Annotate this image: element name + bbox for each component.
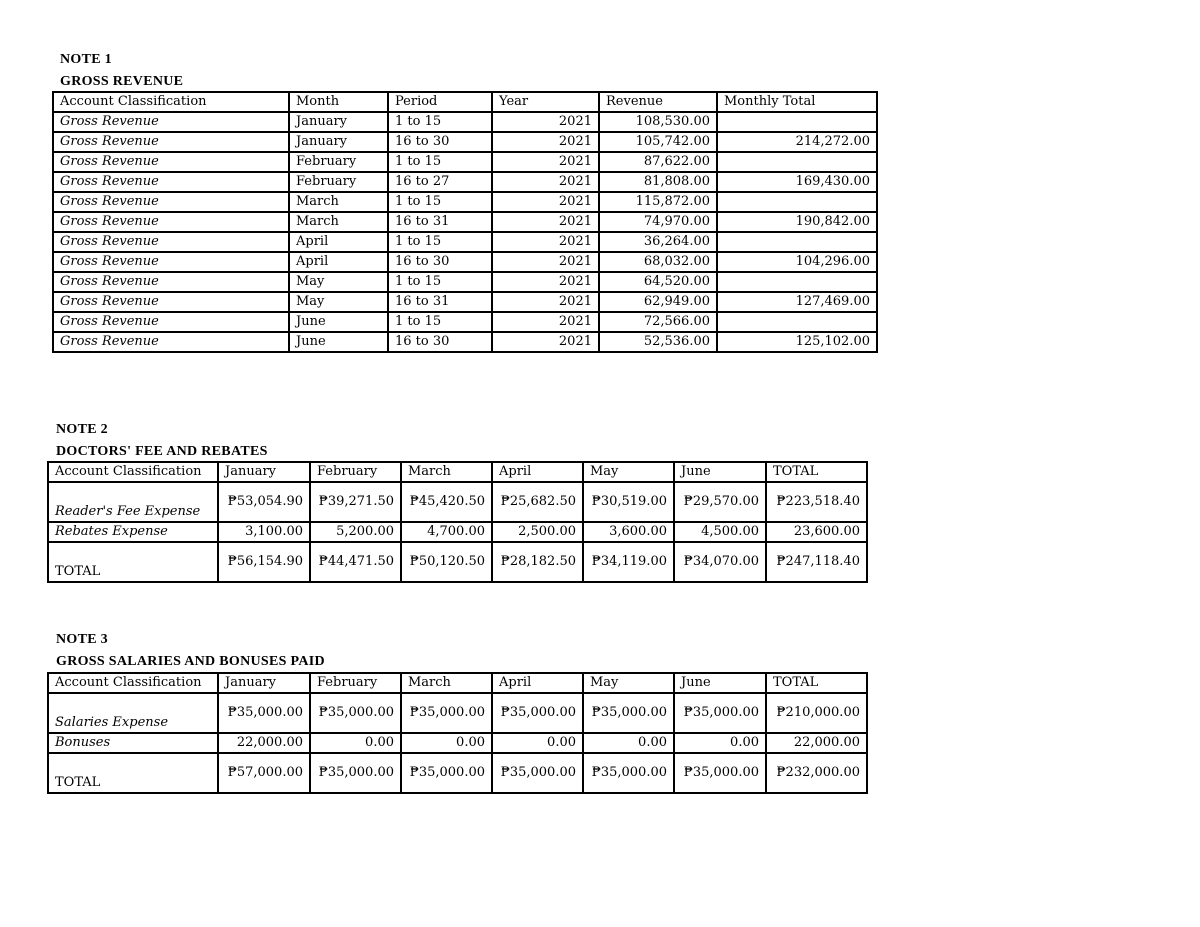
table-cell: ₱39,271.50 bbox=[310, 482, 401, 522]
table-cell: Gross Revenue bbox=[53, 252, 289, 272]
table-cell bbox=[717, 112, 877, 132]
table-cell: TOTAL bbox=[48, 753, 218, 793]
table-cell: ₱232,000.00 bbox=[766, 753, 867, 793]
table-cell: 2021 bbox=[492, 152, 599, 172]
table-cell: 62,949.00 bbox=[599, 292, 717, 312]
table-cell: ₱35,000.00 bbox=[401, 753, 492, 793]
table-cell: 2021 bbox=[492, 312, 599, 332]
table-cell: 0.00 bbox=[492, 733, 583, 753]
table-cell: 22,000.00 bbox=[218, 733, 310, 753]
table-cell: ₱35,000.00 bbox=[674, 693, 766, 733]
table-cell: March bbox=[289, 192, 388, 212]
table-cell bbox=[717, 152, 877, 172]
table-cell bbox=[717, 192, 877, 212]
table-cell: June bbox=[289, 312, 388, 332]
table-cell: ₱35,000.00 bbox=[492, 753, 583, 793]
table-row bbox=[48, 753, 867, 793]
table-cell: ₱35,000.00 bbox=[583, 753, 674, 793]
table-cell: June bbox=[289, 332, 388, 352]
table-cell: ₱25,682.50 bbox=[492, 482, 583, 522]
table-row bbox=[53, 332, 877, 352]
table-cell: 81,808.00 bbox=[599, 172, 717, 192]
table-row bbox=[48, 482, 867, 522]
table-cell: 2,500.00 bbox=[492, 522, 583, 542]
table-cell: ₱44,471.50 bbox=[310, 542, 401, 582]
table-cell: April bbox=[289, 252, 388, 272]
table-cell: May bbox=[289, 292, 388, 312]
table-row bbox=[53, 112, 877, 132]
table-cell: 1 to 15 bbox=[388, 232, 492, 252]
column-header: June bbox=[674, 462, 766, 482]
column-header: May bbox=[583, 673, 674, 693]
table-cell: 3,100.00 bbox=[218, 522, 310, 542]
table-cell: ₱35,000.00 bbox=[310, 693, 401, 733]
table-cell: 125,102.00 bbox=[717, 332, 877, 352]
column-header: Monthly Total bbox=[717, 92, 877, 112]
gross-revenue-table-body bbox=[53, 92, 877, 352]
table-cell: 87,622.00 bbox=[599, 152, 717, 172]
column-header: Account Classification bbox=[53, 92, 289, 112]
column-header: TOTAL bbox=[766, 673, 867, 693]
column-header: Account Classification bbox=[48, 462, 218, 482]
note1-title: GROSS REVENUE bbox=[60, 74, 184, 89]
table-cell: ₱45,420.50 bbox=[401, 482, 492, 522]
table-cell: 16 to 31 bbox=[388, 292, 492, 312]
table-cell: January bbox=[289, 132, 388, 152]
table-cell: 1 to 15 bbox=[388, 312, 492, 332]
table-cell: ₱35,000.00 bbox=[310, 753, 401, 793]
table-row bbox=[53, 132, 877, 152]
note3-label: NOTE 3 bbox=[56, 632, 108, 647]
column-header: February bbox=[310, 673, 401, 693]
column-header: Revenue bbox=[599, 92, 717, 112]
table-cell: 214,272.00 bbox=[717, 132, 877, 152]
table-cell: February bbox=[289, 152, 388, 172]
table-cell: 2021 bbox=[492, 112, 599, 132]
column-header: January bbox=[218, 673, 310, 693]
table-cell: 190,842.00 bbox=[717, 212, 877, 232]
table-row bbox=[53, 312, 877, 332]
table-cell: 2021 bbox=[492, 272, 599, 292]
column-header: April bbox=[492, 673, 583, 693]
table-cell: 4,700.00 bbox=[401, 522, 492, 542]
table-cell: Gross Revenue bbox=[53, 272, 289, 292]
table-cell: Gross Revenue bbox=[53, 292, 289, 312]
table-row bbox=[53, 212, 877, 232]
table-cell: ₱247,118.40 bbox=[766, 542, 867, 582]
column-header: May bbox=[583, 462, 674, 482]
column-header: March bbox=[401, 462, 492, 482]
column-header: TOTAL bbox=[766, 462, 867, 482]
table-cell: Reader's Fee Expense bbox=[48, 482, 218, 522]
table-cell: Gross Revenue bbox=[53, 132, 289, 152]
table-cell: ₱35,000.00 bbox=[674, 753, 766, 793]
table-cell: January bbox=[289, 112, 388, 132]
note1-label: NOTE 1 bbox=[60, 52, 112, 67]
table-cell: ₱56,154.90 bbox=[218, 542, 310, 582]
table-cell: 72,566.00 bbox=[599, 312, 717, 332]
table-cell: February bbox=[289, 172, 388, 192]
table-row bbox=[53, 152, 877, 172]
table-cell: 2021 bbox=[492, 212, 599, 232]
table-cell: Gross Revenue bbox=[53, 312, 289, 332]
table-cell bbox=[717, 232, 877, 252]
table-cell: ₱35,000.00 bbox=[492, 693, 583, 733]
table-cell: 52,536.00 bbox=[599, 332, 717, 352]
table-cell: 23,600.00 bbox=[766, 522, 867, 542]
table-cell: April bbox=[289, 232, 388, 252]
table-cell: 2021 bbox=[492, 172, 599, 192]
gross-revenue-table bbox=[52, 91, 878, 353]
column-header: January bbox=[218, 462, 310, 482]
doctors-fee-table-body bbox=[48, 462, 867, 582]
table-cell: 1 to 15 bbox=[388, 192, 492, 212]
table-row bbox=[53, 252, 877, 272]
column-header: Period bbox=[388, 92, 492, 112]
table-cell: 2021 bbox=[492, 332, 599, 352]
salaries-table bbox=[47, 672, 868, 794]
table-row bbox=[53, 192, 877, 212]
column-header: June bbox=[674, 673, 766, 693]
table-cell: ₱35,000.00 bbox=[218, 693, 310, 733]
table-cell: 2021 bbox=[492, 252, 599, 272]
table-cell: 0.00 bbox=[583, 733, 674, 753]
table-cell: Gross Revenue bbox=[53, 232, 289, 252]
table-cell: Gross Revenue bbox=[53, 152, 289, 172]
table-cell: ₱35,000.00 bbox=[583, 693, 674, 733]
table-cell: 1 to 15 bbox=[388, 272, 492, 292]
table-cell: Gross Revenue bbox=[53, 112, 289, 132]
column-header: February bbox=[310, 462, 401, 482]
table-cell: ₱223,518.40 bbox=[766, 482, 867, 522]
table-cell: 3,600.00 bbox=[583, 522, 674, 542]
table-cell: 16 to 30 bbox=[388, 332, 492, 352]
table-cell: 108,530.00 bbox=[599, 112, 717, 132]
table-header-row bbox=[48, 673, 867, 693]
table-cell: Gross Revenue bbox=[53, 212, 289, 232]
table-cell: 36,264.00 bbox=[599, 232, 717, 252]
note3-title: GROSS SALARIES AND BONUSES PAID bbox=[56, 654, 325, 669]
table-cell: May bbox=[289, 272, 388, 292]
table-row bbox=[48, 733, 867, 753]
table-cell: 16 to 31 bbox=[388, 212, 492, 232]
table-cell: 127,469.00 bbox=[717, 292, 877, 312]
table-cell: 68,032.00 bbox=[599, 252, 717, 272]
salaries-table-body bbox=[48, 673, 867, 793]
table-cell: 64,520.00 bbox=[599, 272, 717, 292]
column-header: Year bbox=[492, 92, 599, 112]
table-cell: 74,970.00 bbox=[599, 212, 717, 232]
column-header: Account Classification bbox=[48, 673, 218, 693]
table-row bbox=[53, 232, 877, 252]
table-cell: 0.00 bbox=[401, 733, 492, 753]
table-cell: 169,430.00 bbox=[717, 172, 877, 192]
table-cell: 0.00 bbox=[310, 733, 401, 753]
table-row bbox=[53, 292, 877, 312]
table-cell: Salaries Expense bbox=[48, 693, 218, 733]
table-cell: Rebates Expense bbox=[48, 522, 218, 542]
table-cell: 2021 bbox=[492, 132, 599, 152]
table-row bbox=[53, 272, 877, 292]
note2-label: NOTE 2 bbox=[56, 422, 108, 437]
table-cell: ₱50,120.50 bbox=[401, 542, 492, 582]
table-cell: ₱28,182.50 bbox=[492, 542, 583, 582]
table-cell: 2021 bbox=[492, 192, 599, 212]
table-cell: 5,200.00 bbox=[310, 522, 401, 542]
table-cell: ₱30,519.00 bbox=[583, 482, 674, 522]
table-cell: ₱53,054.90 bbox=[218, 482, 310, 522]
table-cell: 105,742.00 bbox=[599, 132, 717, 152]
table-cell bbox=[717, 272, 877, 292]
table-cell: 2021 bbox=[492, 292, 599, 312]
table-header-row bbox=[53, 92, 877, 112]
table-row bbox=[48, 542, 867, 582]
table-row bbox=[48, 522, 867, 542]
column-header: March bbox=[401, 673, 492, 693]
table-cell: 4,500.00 bbox=[674, 522, 766, 542]
table-cell: ₱34,119.00 bbox=[583, 542, 674, 582]
table-cell: ₱35,000.00 bbox=[401, 693, 492, 733]
table-cell: 104,296.00 bbox=[717, 252, 877, 272]
table-cell: 1 to 15 bbox=[388, 152, 492, 172]
column-header: April bbox=[492, 462, 583, 482]
table-cell: 0.00 bbox=[674, 733, 766, 753]
table-header-row bbox=[48, 462, 867, 482]
table-cell: Gross Revenue bbox=[53, 192, 289, 212]
table-cell: ₱57,000.00 bbox=[218, 753, 310, 793]
doctors-fee-table bbox=[47, 461, 868, 583]
table-row bbox=[53, 172, 877, 192]
table-row bbox=[48, 693, 867, 733]
table-cell: ₱210,000.00 bbox=[766, 693, 867, 733]
table-cell: 16 to 30 bbox=[388, 252, 492, 272]
table-cell: 115,872.00 bbox=[599, 192, 717, 212]
table-cell: TOTAL bbox=[48, 542, 218, 582]
table-cell: 16 to 30 bbox=[388, 132, 492, 152]
table-cell: Gross Revenue bbox=[53, 172, 289, 192]
table-cell: Gross Revenue bbox=[53, 332, 289, 352]
table-cell: 22,000.00 bbox=[766, 733, 867, 753]
table-cell: ₱34,070.00 bbox=[674, 542, 766, 582]
table-cell: Bonuses bbox=[48, 733, 218, 753]
table-cell: 2021 bbox=[492, 232, 599, 252]
table-cell: 16 to 27 bbox=[388, 172, 492, 192]
table-cell: 1 to 15 bbox=[388, 112, 492, 132]
column-header: Month bbox=[289, 92, 388, 112]
table-cell bbox=[717, 312, 877, 332]
table-cell: ₱29,570.00 bbox=[674, 482, 766, 522]
table-cell: March bbox=[289, 212, 388, 232]
note2-title: DOCTORS' FEE AND REBATES bbox=[56, 444, 268, 459]
